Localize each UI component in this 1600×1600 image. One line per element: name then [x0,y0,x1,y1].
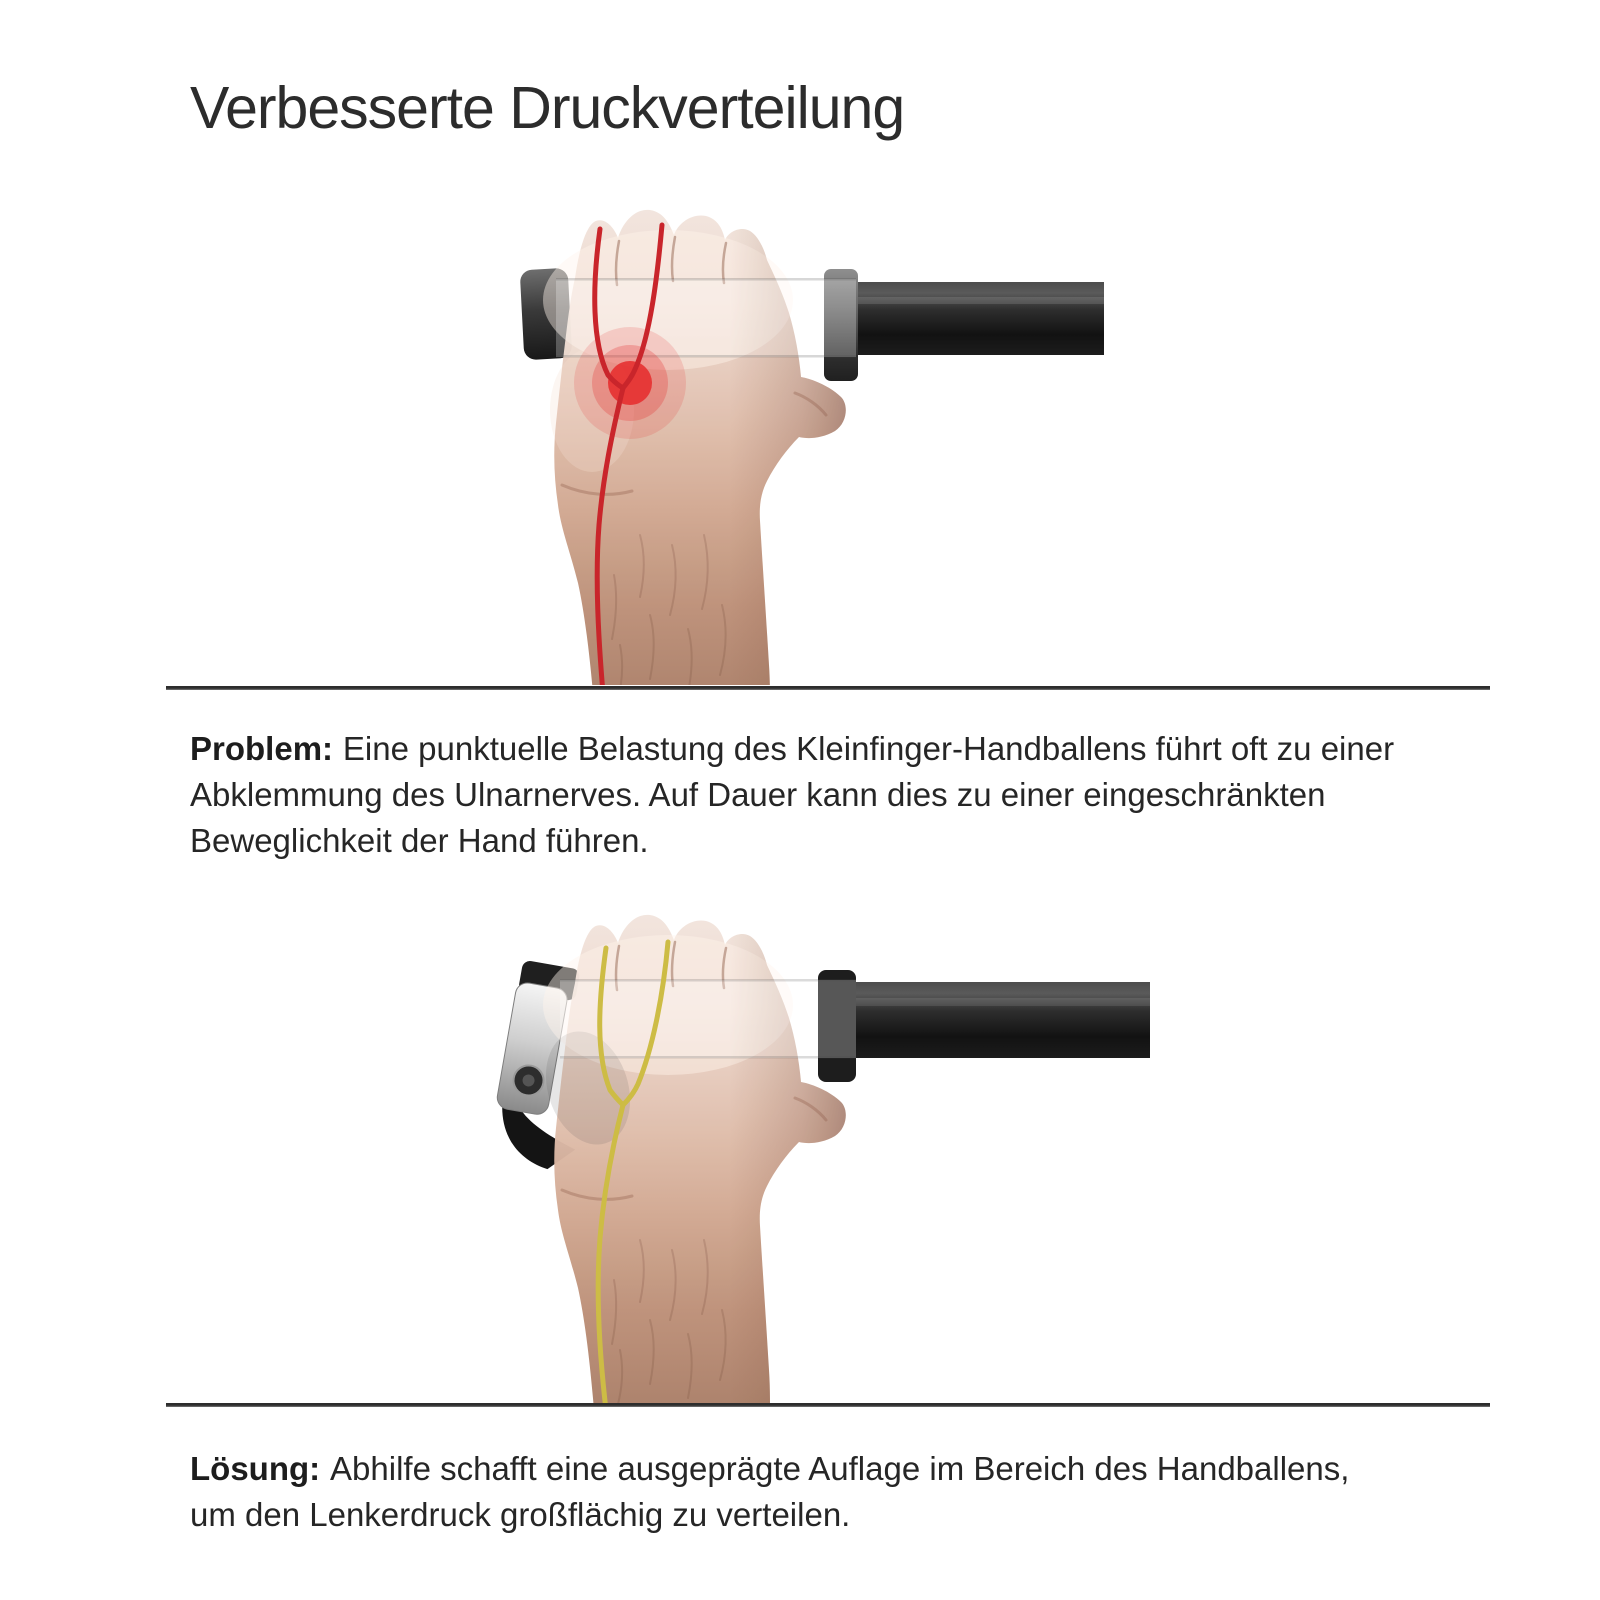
page-title: Verbesserte Druckverteilung [190,75,905,141]
pressure-point-glow [574,327,686,439]
solution-line-2: um den Lenkerdruck großflächig zu verteilen. [190,1496,851,1533]
handlebar [852,982,1150,1058]
divider-top [166,686,1490,690]
problem-line-2: Abklemmung des Ulnarnerves. Auf Dauer kann dies zu einer eingeschränkten [190,776,1326,813]
handlebar-highlight [852,297,1104,304]
problem-figure [0,185,1600,685]
solution-figure [0,890,1600,1405]
handlebar-group [818,970,1150,1082]
solution-paragraph [190,1446,1560,1538]
divider-bottom [166,1403,1490,1407]
problem-paragraph [190,726,1560,864]
problem-label: Problem: [190,730,334,767]
problem-line-3: Beweglichkeit der Hand führen. [190,822,649,859]
bar-ghost-through-hand [560,980,856,1058]
solution-label: Lösung: [190,1450,321,1487]
handlebar [852,282,1104,355]
solution-line-1: Abhilfe schafft eine ausgeprägte Auflage im Bereich des Handballens, [330,1450,1350,1487]
bar-ghost-edge-top [556,278,856,281]
problem-line-1: Eine punktuelle Belastung des Kleinfinger-Handballens führt oft zu einer [342,730,1395,767]
handlebar-highlight [852,998,1150,1006]
